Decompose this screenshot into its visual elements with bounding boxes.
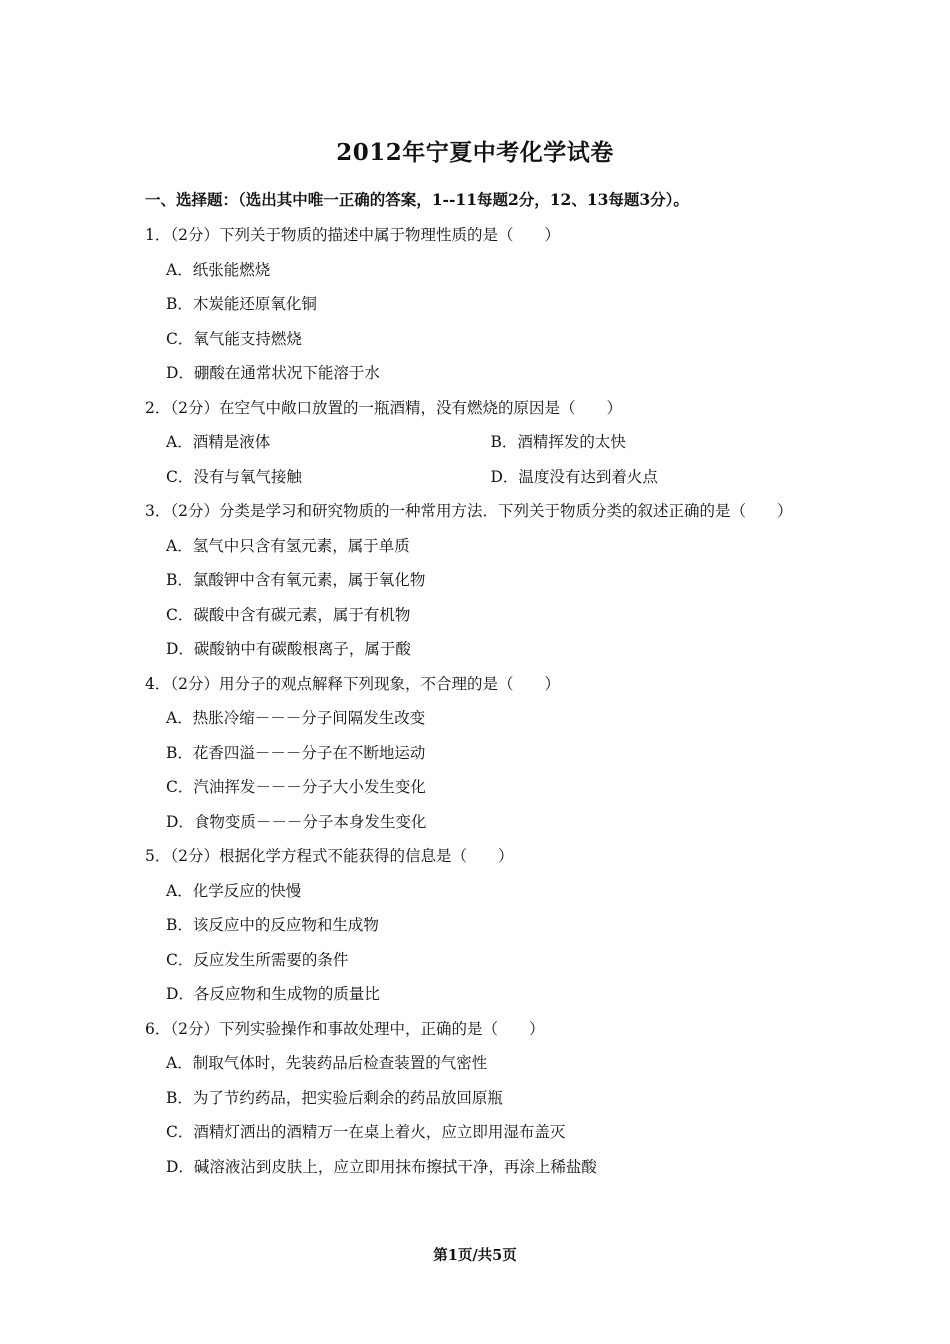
- option-a: A．制取气体时，先装药品后检查装置的气密性: [166, 1054, 488, 1072]
- question-6: [145, 1012, 815, 1185]
- option-d: D．碳酸钠中有碳酸根离子，属于酸: [166, 640, 411, 658]
- option-c: C．反应发生所需要的条件: [166, 950, 349, 969]
- option-a: A．纸张能燃烧: [166, 260, 271, 279]
- question-stem: 6．（2分）下列实验操作和事故处理中，正确的是（ ）: [145, 1019, 545, 1038]
- option-a: A．热胀冷缩－－－分子间隔发生改变: [166, 709, 426, 727]
- question-stem: 5．（2分）根据化学方程式不能获得的信息是（ ）: [145, 847, 514, 865]
- option-b: B．木炭能还原氧化铜: [166, 295, 317, 313]
- option-d: D．各反应物和生成物的质量比: [166, 985, 380, 1003]
- option-d: D．碱溶液沾到皮肤上，应立即用抹布擦拭干净，再涂上稀盐酸: [166, 1157, 597, 1176]
- option-b: B．花香四溢－－－分子在不断地运动: [166, 743, 426, 762]
- question-stem: 3．（2分）分类是学习和研究物质的一种常用方法．下列关于物质分类的叙述正确的是（ ）: [145, 502, 793, 520]
- question-4: [145, 667, 815, 840]
- option-d: D．温度没有达到着火点: [490, 467, 658, 486]
- option-b: B．酒精挥发的太快: [490, 433, 626, 451]
- option-c: C．没有与氧气接触: [166, 467, 302, 486]
- option-row: [145, 460, 815, 495]
- page-footer: 第1页/共5页: [433, 1247, 517, 1264]
- option-c: C．汽油挥发－－－分子大小发生变化: [166, 778, 426, 796]
- question-stem: 1．（2分）下列关于物质的描述中属于物理性质的是（ ）: [145, 226, 560, 244]
- option-b: B．为了节约药品，把实验后剩余的药品放回原瓶: [166, 1088, 503, 1107]
- question-5: [145, 839, 815, 1012]
- page-title: 2012年宁夏中考化学试卷: [336, 139, 614, 166]
- option-row: [145, 425, 815, 460]
- question-stem: 4．（2分）用分子的观点解释下列现象，不合理的是（ ）: [145, 674, 560, 693]
- question-3: [145, 494, 815, 667]
- option-d: D．食物变质－－－分子本身发生变化: [166, 812, 427, 831]
- option-b: B．该反应中的反应物和生成物: [166, 916, 379, 934]
- question-list: [145, 218, 815, 1184]
- option-b: B．氯酸钾中含有氧元素，属于氧化物: [166, 571, 426, 589]
- option-c: C．氧气能支持燃烧: [166, 329, 302, 348]
- option-a: A．酒精是液体: [166, 433, 271, 451]
- option-a: A．氢气中只含有氢元素，属于单质: [166, 536, 410, 555]
- option-d: D．硼酸在通常状况下能溶于水: [166, 364, 380, 382]
- section-heading: 一、选择题：（选出其中唯一正确的答案，1--11每题2分，12、13每题3分）。: [145, 190, 689, 209]
- option-c: C．酒精灯洒出的酒精万一在桌上着火，应立即用湿布盖灭: [166, 1123, 566, 1141]
- option-a: A．化学反应的快慢: [166, 881, 302, 900]
- question-stem: 2．（2分）在空气中敞口放置的一瓶酒精，没有燃烧的原因是（ ）: [145, 398, 622, 417]
- question-2: [145, 391, 815, 495]
- question-1: [145, 218, 815, 391]
- option-c: C．碳酸中含有碳元素，属于有机物: [166, 605, 411, 624]
